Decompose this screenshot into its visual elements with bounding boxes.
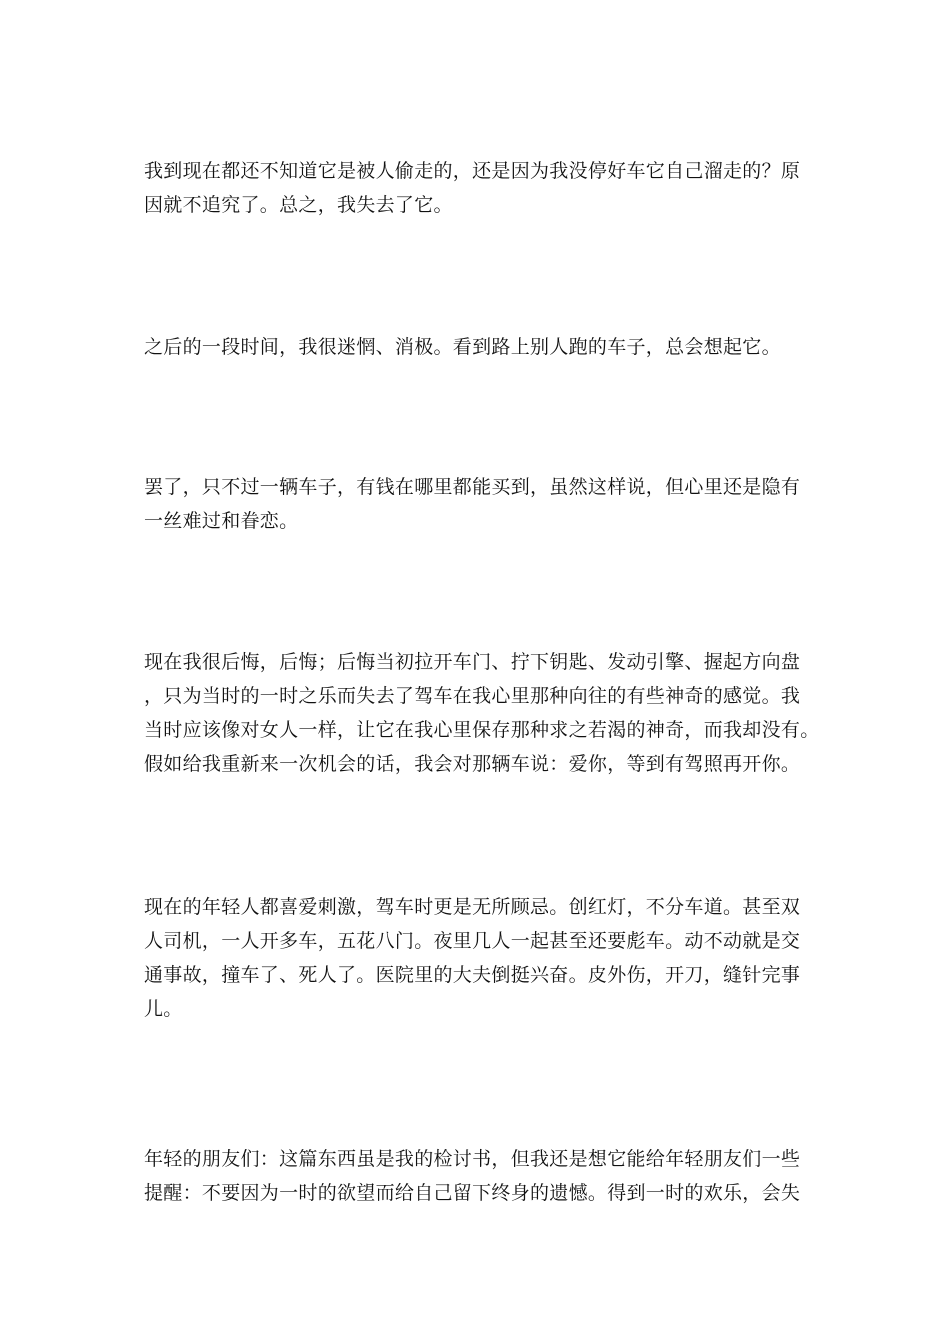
paragraph-line: 现在的年轻人都喜爱刺激，驾车时更是无所顾忌。创红灯，不分车道。甚至双 [144,896,801,918]
paragraph-line: ，只为当时的一时之乐而失去了驾车在我心里那种向往的有些神奇的感觉。我 [144,685,801,707]
paragraph-4 [144,645,820,781]
paragraph-1 [144,154,806,222]
paragraph-line: 提醒：不要因为一时的欲望而给自己留下终身的遗憾。得到一时的欢乐，会失 [144,1182,801,1204]
paragraph-line: 之后的一段时间，我很迷惘、消极。看到路上别人跑的车子，总会想起它。 [144,336,781,358]
paragraph-5 [144,890,806,1026]
paragraph-line: 人司机，一人开多车，五花八门。夜里几人一起甚至还要彪车。动不动就是交 [144,930,801,952]
paragraph-line: 我到现在都还不知道它是被人偷走的，还是因为我没停好车它自己溜走的？原 [144,160,801,182]
paragraph-line: 儿。 [144,998,183,1020]
paragraph-line: 罢了，只不过一辆车子，有钱在哪里都能买到，虽然这样说，但心里还是隐有 [144,476,801,498]
paragraph-line: 现在我很后悔，后悔；后悔当初拉开车门、拧下钥匙、发动引擎、握起方向盘 [144,651,801,673]
paragraph-line: 假如给我重新来一次机会的话，我会对那辆车说：爱你，等到有驾照再开你。 [144,753,801,775]
paragraph-6 [144,1142,806,1210]
paragraph-line: 一丝难过和眷恋。 [144,510,299,532]
paragraph-3 [144,470,806,538]
paragraph-line: 当时应该像对女人一样，让它在我心里保存那种求之若渴的神奇，而我却没有。 [144,719,820,741]
paragraph-line: 年轻的朋友们：这篇东西虽是我的检讨书，但我还是想它能给年轻朋友们一些 [144,1148,801,1170]
paragraph-line: 因就不追究了。总之，我失去了它。 [144,194,453,216]
paragraph-2 [144,330,806,364]
paragraph-line: 通事故，撞车了、死人了。医院里的大夫倒挺兴奋。皮外伤，开刀，缝针完事 [144,964,801,986]
